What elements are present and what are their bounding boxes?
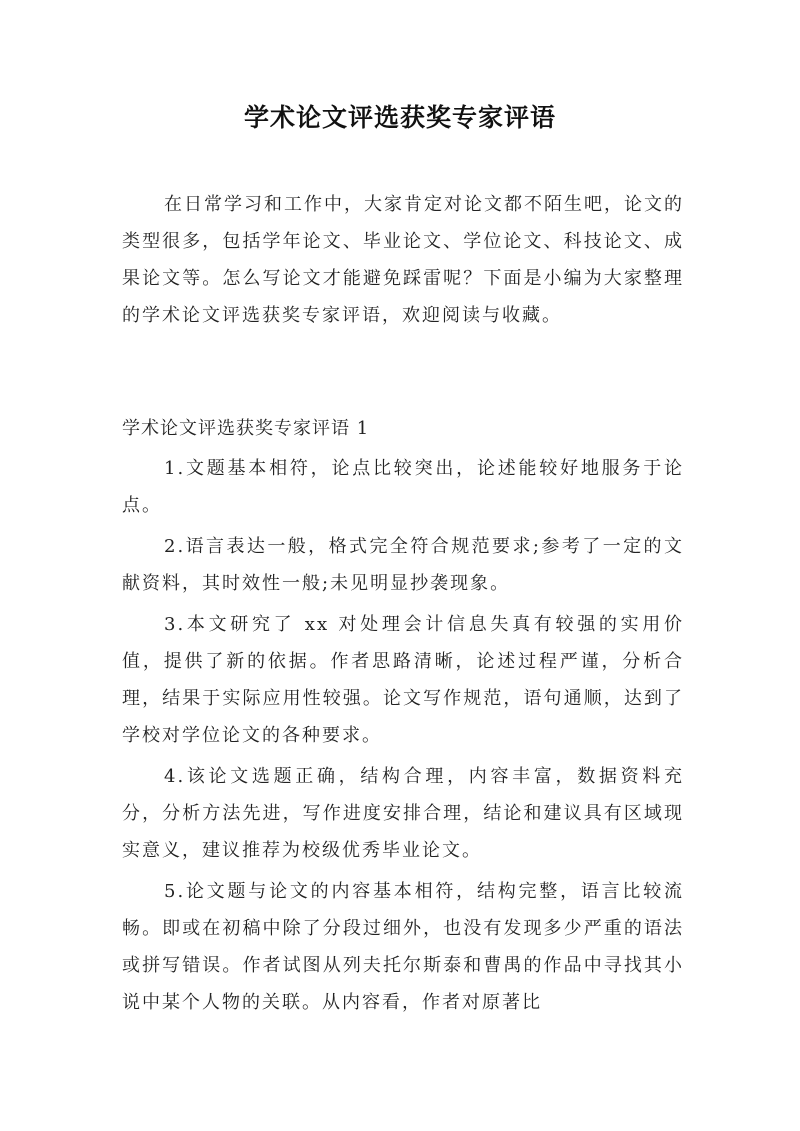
review-comment-list [122, 450, 684, 1025]
review-comment-item-2: 2.语言表达一般，格式完全符合规范要求;参考了一定的文献资料，其时效性一般;未见明显抄袭现象。 [122, 536, 684, 594]
review-comment-item-5: 5.论文题与论文的内容基本相符，结构完整，语言比较流畅。即或在初稿中除了分段过细外，也没有发现多少严重的语法或拼写错误。作者试图从列夫托尔斯泰和曹禺的作品中寻找其小说中某个人物的关联。从内容看，作者对原著比 [122, 881, 684, 1013]
review-comment-item-1: 1.文题基本相符，论点比较突出，论述能较好地服务于论点。 [122, 458, 684, 516]
section-heading: 学术论文评选获奖专家评语 1 [122, 418, 370, 439]
document-title: 学术论文评选获奖专家评语 [243, 103, 556, 132]
review-comment-item-3: 3.本文研究了 xx 对处理会计信息失真有较强的实用价值，提供了新的依据。作者思路清晰，论述过程严谨，分析合理，结果于实际应用性较强。论文写作规范，语句通顺，达到了学校对学位论文的各种要求。 [122, 614, 684, 746]
review-comment-item-4: 4.该论文选题正确，结构合理，内容丰富，数据资料充分，分析方法先进，写作进度安排合理，结论和建议具有区域现实意义，建议推荐为校级优秀毕业论文。 [122, 766, 684, 861]
intro-paragraph: 在日常学习和工作中，大家肯定对论文都不陌生吧，论文的类型很多，包括学年论文、毕业论文、学位论文、科技论文、成果论文等。怎么写论文才能避免踩雷呢？下面是小编为大家整理的学术论文评选获奖专家评语，欢迎阅读与收藏。 [122, 194, 684, 326]
